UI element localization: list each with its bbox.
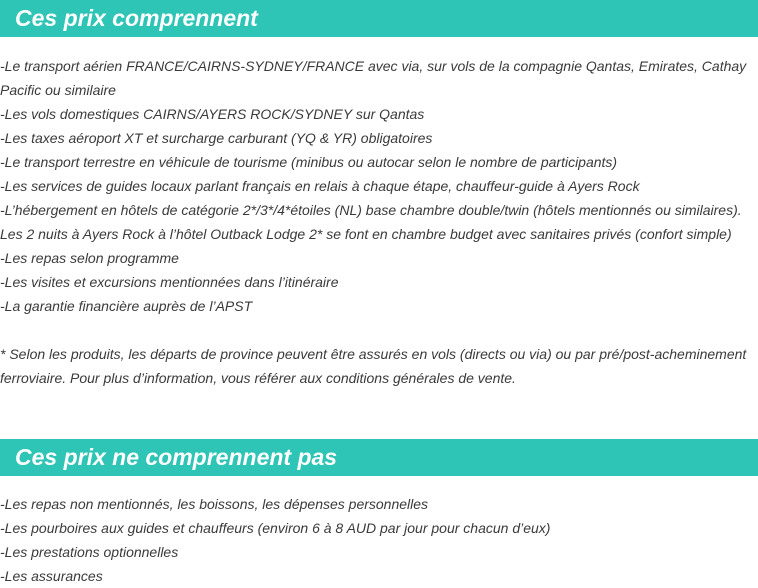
included-list xyxy=(0,54,758,318)
list-item: -La garantie financière auprès de l’APST xyxy=(0,298,253,314)
list-item: -Le transport aérien FRANCE/CAIRNS-SYDNEY/FRANCE avec via, sur vols de la compagnie Qantas, Emirates, Cathay xyxy=(0,58,747,74)
list-item: -Les services de guides locaux parlant français en relais à chaque étape, chauffeur-guide à Ayers Rock xyxy=(0,178,640,194)
list-item: -Les vols domestiques CAIRNS/AYERS ROCK/SYDNEY sur Qantas xyxy=(0,106,425,122)
excluded-title: Ces prix ne comprennent pas xyxy=(15,444,338,470)
list-item: -Les assurances xyxy=(0,568,103,584)
list-item: Pacific ou similaire xyxy=(0,82,116,98)
footnote xyxy=(0,342,758,390)
list-item: -Les prestations optionnelles xyxy=(0,544,179,560)
included-title: Ces prix comprennent xyxy=(15,5,258,31)
list-item: -Les taxes aéroport XT et surcharge carburant (YQ & YR) obligatoires xyxy=(0,130,433,146)
excluded-list xyxy=(0,492,758,588)
list-item: -Le transport terrestre en véhicule de tourisme (minibus ou autocar selon le nombre de participants) xyxy=(0,154,618,170)
excluded-header xyxy=(0,439,758,476)
list-item: -Les visites et excursions mentionnées dans l’itinéraire xyxy=(0,274,339,290)
list-item: Les 2 nuits à Ayers Rock à l’hôtel Outback Lodge 2* se font en chambre budget avec sanitaires privés (confort simple) xyxy=(0,226,732,242)
list-item: -Les pourboires aux guides et chauffeurs (environ 6 à 8 AUD par jour pour chacun d’eux) xyxy=(0,520,551,536)
list-item: -Les repas selon programme xyxy=(0,250,179,266)
included-header xyxy=(0,0,758,37)
list-item: -Les repas non mentionnés, les boissons, les dépenses personnelles xyxy=(0,496,429,512)
footnote-line: * Selon les produits, les départs de province peuvent être assurés en vols (directs ou via) ou par pré/post-acheminement xyxy=(0,346,747,362)
footnote-line: ferroviaire. Pour plus d’information, vous référer aux conditions générales de vente. xyxy=(0,370,516,386)
list-item: -L’hébergement en hôtels de catégorie 2*/3*/4*étoiles (NL) base chambre double/twin (hôtels mentionnés ou similaires). xyxy=(0,202,742,218)
